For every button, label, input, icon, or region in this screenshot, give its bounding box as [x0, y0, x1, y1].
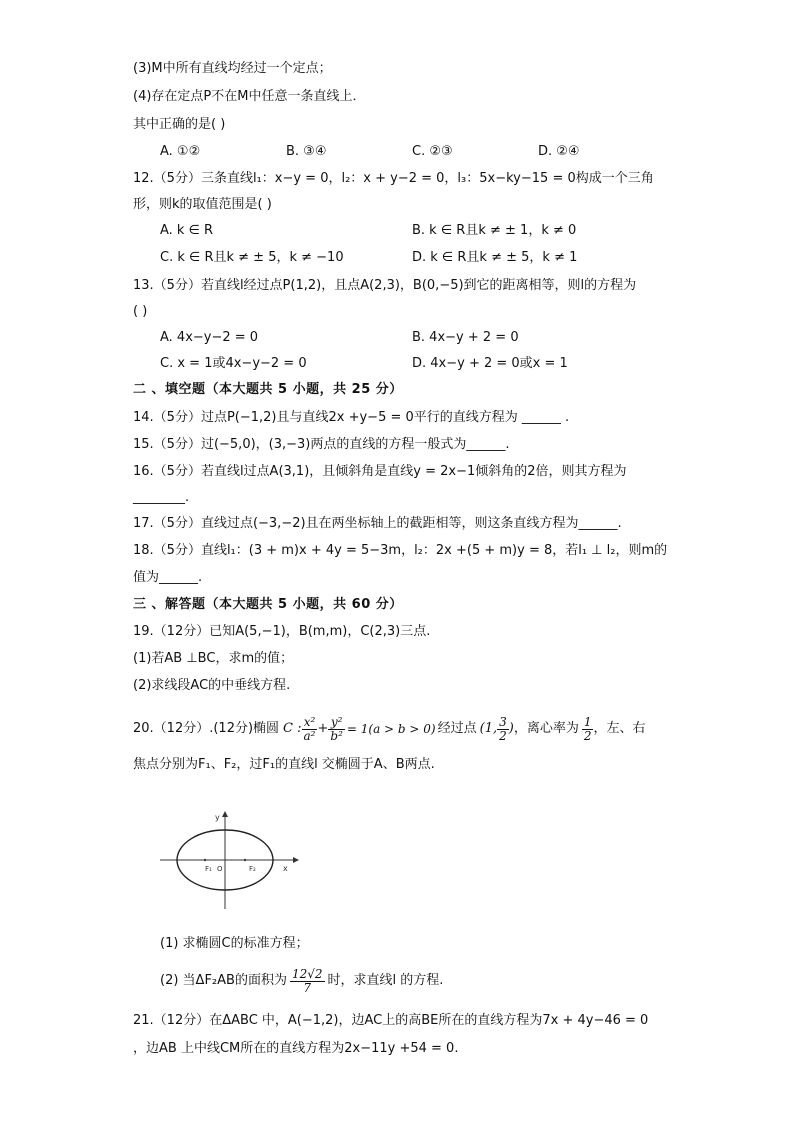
q19-part-2: (2)求线段AC的中垂线方程. [133, 678, 291, 693]
q10-option-a: A. ①② [160, 144, 201, 159]
q20-b2: b² [330, 728, 343, 743]
q12-option-b: B. k ∈ R且k ≠ ± 1，k ≠ 0 [412, 223, 577, 238]
q16-line-2: ________. [133, 490, 190, 505]
q20-e-den: 2 [583, 728, 592, 743]
q20-eq-right: = 1(a > b > 0) [346, 722, 436, 736]
q20-eq-left: C : [283, 721, 302, 736]
focus-f1-dot [204, 859, 206, 861]
q10-item-4: (4)存在定点P不在M中任意一条直线上． [133, 89, 366, 104]
q21-line-1: 21.（12分）在ΔABC 中，A(−1,2)，边AC上的高BE所在的直线方程为7x + 4y−46 = 0 [133, 1013, 649, 1028]
section-answer-title: 三 、解答题（本大题共 5 小题，共 60 分） [133, 597, 403, 612]
q21-line-2: ，边AB 上中线CM所在的直线方程为2x−11y +54 = 0. [133, 1041, 459, 1056]
q20-y2: y² [328, 716, 345, 730]
ellipse-figure [155, 805, 305, 915]
q13-line-1: 13.（5分）若直线l经过点P(1,2)，且点A(2,3)，B(0,−5)到它的距离相等，则l的方程为 [133, 278, 637, 293]
fig-f1-label: F₁ [205, 865, 212, 873]
q20-part-2 [160, 962, 443, 1000]
q20-area-den: 7 [303, 980, 312, 995]
q16-line-1: 16.（5分）若直线l过点A(3,1)，且倾斜角是直线y = 2x−1倾斜角的2倍，则其方程为 [133, 464, 627, 479]
q13-line-2: ( ) [133, 304, 148, 319]
q10-option-c: C. ②③ [412, 144, 453, 159]
q12-option-a: A. k ∈ R [160, 223, 214, 238]
q20-x2: x² [302, 716, 318, 730]
q20-area-frac [290, 968, 325, 995]
q15-text: 15.（5分）过(−5,0)，(3,−3)两点的直线的方程一般式为______. [133, 437, 510, 452]
fig-f2-label: F₂ [249, 865, 256, 873]
q13-option-d: D. 4x−y + 2 = 0或x = 1 [412, 356, 568, 371]
q13-option-b: B. 4x−y + 2 = 0 [412, 330, 519, 345]
q12-option-d: D. k ∈ R且k ≠ ± 5，k ≠ 1 [412, 250, 578, 265]
q20-frac-e [582, 716, 594, 743]
fig-y-label: y [215, 813, 220, 822]
q10-item-3: (3)M中所有直线均经过一个定点； [133, 61, 332, 76]
q20-part-2-pre: (2) 当ΔF₂AB的面积为 [160, 973, 287, 988]
q12-line-2: 形，则k的取值范围是( ) [133, 197, 272, 212]
q20-prefix: 20.（12分）.(12分)椭圆 [133, 721, 280, 736]
q20-e-num: 1 [583, 714, 592, 729]
q20-pt-num: 3 [499, 714, 507, 729]
q14-text: 14.（5分）过点P(−1,2)且与直线2x +y−5 = 0平行的直线方程为 ______ . [133, 410, 570, 425]
q20-pt-close: ) [508, 721, 514, 736]
fig-o-label: O [217, 865, 223, 873]
q10-prompt: 其中正确的是( ) [133, 117, 226, 132]
fig-x-label: x [283, 864, 288, 873]
q18-line-1: 18.（5分）直线l₁：(3 + m)x + 4y = 5−3m，l₂：2x +(5 + m)y = 8，若l₁ ⊥ l₂，则m的 [133, 543, 668, 558]
x-axis-arrow [293, 857, 299, 863]
q20-a2: a² [303, 728, 316, 743]
section-fill-in-title: 二 、填空题（本大题共 5 小题，共 25 分） [133, 382, 403, 397]
q20-pt-den: 2 [499, 728, 507, 743]
q19-part-1: (1)若AB ⊥BC，求m的值； [133, 651, 294, 666]
q10-option-d: D. ②④ [538, 144, 580, 159]
q12-line-1: 12.（5分）三条直线l₁：x−y = 0，l₂：x + y−2 = 0，l₃：5x−ky−15 = 0构成一个三角 [133, 171, 654, 186]
q17-text: 17.（5分）直线过点(−3,−2)且在两坐标轴上的截距相等，则这条直线方程为______. [133, 516, 622, 531]
q20-line-1 [133, 709, 646, 749]
q20-part-1: (1) 求椭圆C的标准方程； [160, 936, 309, 951]
q20-ecc: ，离心率为 [513, 721, 579, 736]
q13-option-c: C. x = 1或4x−y−2 = 0 [160, 356, 307, 371]
q20-area-num: 12√2 [291, 966, 323, 981]
q20-part-2-post: 时，求直线l 的方程. [327, 973, 444, 988]
q19-line-1: 19.（12分）已知A(5,−1)，B(m,m)，C(2,3)三点. [133, 624, 431, 639]
q20-frac-y [328, 716, 345, 743]
q20-plus: + [317, 721, 329, 736]
q20-frac-x [302, 716, 318, 743]
q13-option-a: A. 4x−y−2 = 0 [160, 330, 259, 345]
q18-line-2: 值为______. [133, 570, 203, 585]
q20-pt-open: (1, [479, 721, 498, 736]
q20-passes: 经过点 [437, 721, 477, 736]
q20-tail: ，左、右 [593, 721, 646, 736]
q10-option-b: B. ③④ [286, 144, 327, 159]
y-axis-arrow [222, 811, 228, 817]
q20-line-2: 焦点分别为F₁、F₂，过F₁的直线l 交椭圆于A、B两点. [133, 757, 435, 772]
q12-option-c: C. k ∈ R且k ≠ ± 5，k ≠ −10 [160, 250, 344, 265]
q20-frac-pt [497, 716, 509, 743]
focus-f2-dot [244, 859, 246, 861]
